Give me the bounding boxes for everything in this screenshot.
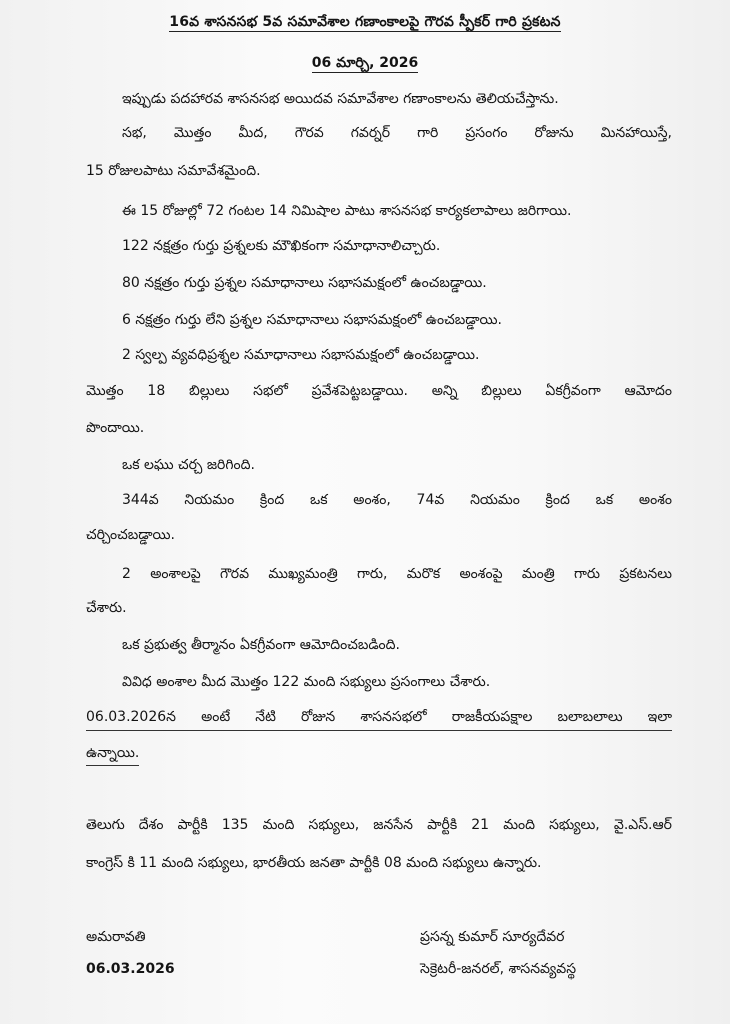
paragraph-session-line-1: సభ, మొత్తం మీద, గౌరవ గవర్నర్ గారి ప్రసంగం రోజును మినహాయిస్తే, xyxy=(122,125,672,141)
paragraph-statements-line-2: చేశారు. xyxy=(86,600,127,616)
paragraph-resolution: ఒక ప్రభుత్వ తీర్మానం ఏకగ్రీవంగా ఆమోదించబడింది. xyxy=(122,637,400,653)
paragraph-intro: ఇప్పుడు పదహారవ శాసనసభ అయిదవ సమావేశాల గణాంకాలను తెలియచేస్తాను. xyxy=(122,91,559,107)
paragraph-party-strength-line-1: 06.03.2026న అంటే నేటి రోజున శాసనసభలో రాజకీయపక్షాల బలాబలాలు ఇలా xyxy=(86,709,672,731)
signature-designation: సెక్రెటరీ-జనరల్, శాసనవ్యవస్థ xyxy=(420,961,577,977)
paragraph-short-notice: 2 స్వల్ప వ్యవధిప్రశ్నల సమాధానాలు సభాసమక్షంలో ఉంచబడ్డాయి. xyxy=(122,347,480,363)
document-date: 06 మార్చి, 2026 xyxy=(311,55,419,71)
paragraph-rules-line-1: 344వ నియమం క్రింద ఒక అంశం, 74వ నియమం క్రింద ఒక అంశం xyxy=(122,492,672,508)
paragraph-short-discussion: ఒక లఘు చర్చ జరిగింది. xyxy=(122,457,255,473)
signature-date: 06.03.2026 xyxy=(86,961,175,977)
signature-place: అమరావతి xyxy=(86,929,146,945)
paragraph-speeches: వివిధ అంశాల మీద మొత్తం 122 మంది సభ్యులు ప్రసంగాలు చేశారు. xyxy=(122,674,491,690)
paragraph-rules-line-2: చర్చించబడ్డాయి. xyxy=(86,527,175,543)
paragraph-party-members-line-1: తెలుగు దేశం పార్టీకి 135 మంది సభ్యులు, జనసేన పార్టీకి 21 మంది సభ్యులు, వై.ఎస్.ఆర్ xyxy=(86,817,672,833)
paragraph-bills-line-1: మొత్తం 18 బిల్లులు సభలో ప్రవేశపెట్టబడ్డాయి. అన్ని బిల్లులు ఏకగ్రీవంగా ఆమోదం xyxy=(86,383,672,399)
paragraph-party-strength-line-2: ఉన్నాయి. xyxy=(86,745,139,766)
paragraph-hours: ఈ 15 రోజుల్లో 72 గంటల 14 నిమిషాల పాటు శాసనసభ కార్యకలాపాలు జరిగాయి. xyxy=(122,203,572,219)
document-title: 16వ శాసనసభ 5వ సమావేశాల గణాంకాలపై గౌరవ స్పీకర్ గారి ప్రకటన xyxy=(169,14,561,30)
paragraph-party-members-line-2: కాంగ్రెస్ కి 11 మంది సభ్యులు, భారతీయ జనతా పార్టీకి 08 మంది సభ్యులు ఉన్నారు. xyxy=(86,855,542,871)
paragraph-statements-line-1: 2 అంశాలపై గౌరవ ముఖ్యమంత్రి గారు, మరొక అంశంపై మంత్రి గారు ప్రకటనలు xyxy=(122,566,672,582)
paragraph-starred-oral: 122 నక్షత్రం గుర్తు ప్రశ్నలకు మౌఖికంగా సమాధానాలిచ్చారు. xyxy=(122,238,441,254)
paragraph-bills-line-2: పొందాయి. xyxy=(86,420,145,436)
paragraph-starred-tabled: 80 నక్షత్రం గుర్తు ప్రశ్నల సమాధానాలు సభాసమక్షంలో ఉంచబడ్డాయి. xyxy=(122,275,487,291)
paragraph-session-line-2: 15 రోజులపాటు సమావేశమైంది. xyxy=(86,163,261,179)
signature-name: ప్రసన్న కుమార్ సూర్యదేవర xyxy=(420,929,565,945)
paragraph-unstarred: 6 నక్షత్రం గుర్తు లేని ప్రశ్నల సమాధానాలు సభాసమక్షంలో ఉంచబడ్డాయి. xyxy=(122,312,502,328)
